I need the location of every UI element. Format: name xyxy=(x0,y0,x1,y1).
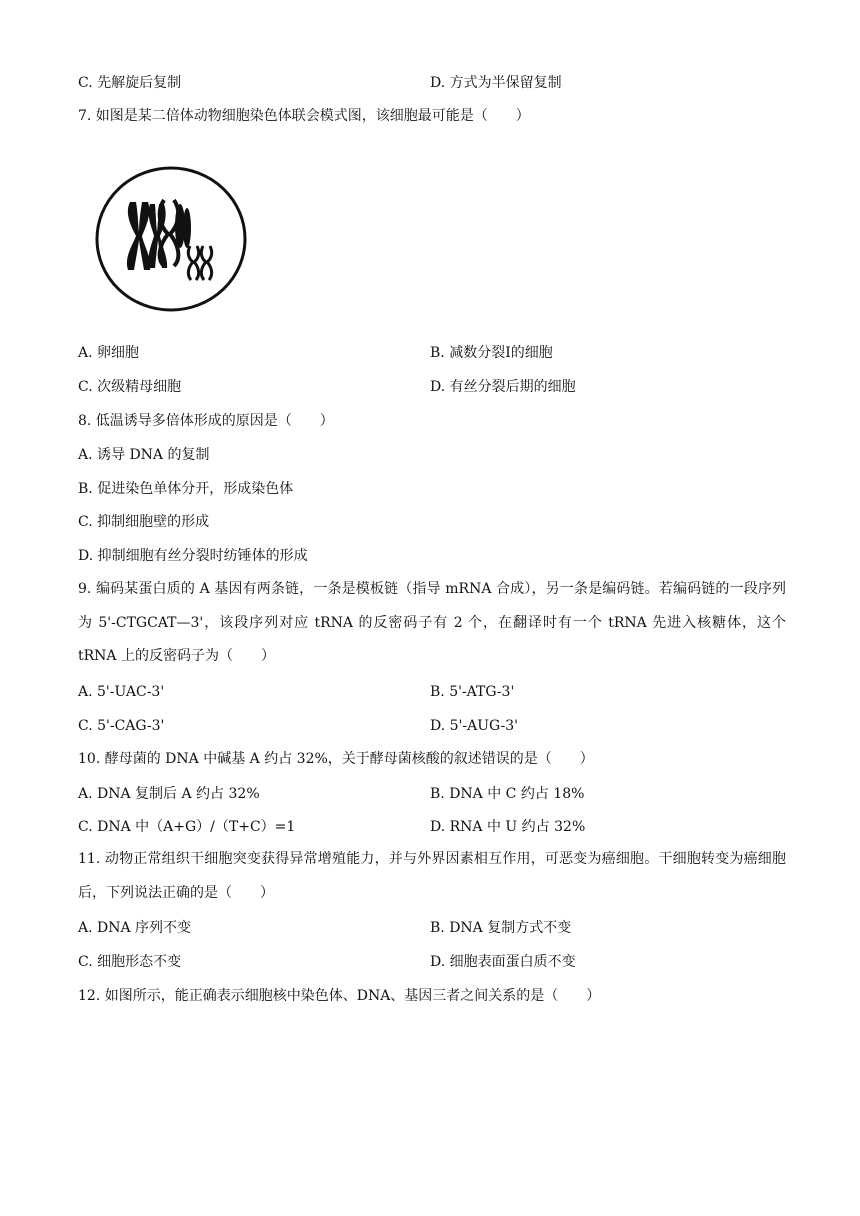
q11-stem: 11. 动物正常组织干细胞突变获得异常增殖能力，并与外界因素相互作用，可恶变为癌细胞。干细胞转变为癌细胞后，下列说法正确的是（ ） xyxy=(78,851,786,901)
q7-stem: 7. 如图是某二倍体动物细胞染色体联会模式图，该细胞最可能是（ ） xyxy=(78,108,530,124)
q8-option-a: A. 诱导 DNA 的复制 xyxy=(78,447,210,463)
q10-option-a: A. DNA 复制后 A 约占 32% xyxy=(78,786,260,802)
q9-option-a: A. 5'-UAC-3' xyxy=(78,684,165,700)
chromosome-synapsis-figure xyxy=(94,166,248,312)
q11-option-a: A. DNA 序列不变 xyxy=(78,920,192,936)
q9-option-b: B. 5'-ATG-3' xyxy=(430,684,515,700)
q12-stem: 12. 如图所示，能正确表示细胞核中染色体、DNA、基因三者之间关系的是（ ） xyxy=(78,988,601,1004)
q7-option-c: C. 次级精母细胞 xyxy=(78,379,182,395)
q11-option-c: C. 细胞形态不变 xyxy=(78,954,182,970)
q8-stem: 8. 低温诱导多倍体形成的原因是（ ） xyxy=(78,413,334,429)
q7-option-a: A. 卵细胞 xyxy=(78,345,140,361)
q11-option-d: D. 细胞表面蛋白质不变 xyxy=(430,954,576,970)
q10-option-b: B. DNA 中 C 约占 18% xyxy=(430,786,585,802)
q8-option-b: B. 促进染色单体分开，形成染色体 xyxy=(78,481,294,497)
q7-option-d: D. 有丝分裂后期的细胞 xyxy=(430,379,576,395)
q7-option-b: B. 减数分裂Ⅰ的细胞 xyxy=(430,345,553,361)
q10-option-c: C. DNA 中（A+G）/（T+C）=1 xyxy=(78,819,296,835)
q10-stem: 10. 酵母菌的 DNA 中碱基 A 约占 32%，关于酵母菌核酸的叙述错误的是（ ） xyxy=(78,751,594,767)
q9-stem: 9. 编码某蛋白质的 A 基因有两条链，一条是模板链（指导 mRNA 合成），另一条是编码链。若编码链的一段序列为 5'-CTGCAT—3'，该段序列对应 tRNA 的反密码子有 2 个，在翻译时有一个 tRNA 先进入核糖体，这个 tRNA 上的反密码子为（ ） xyxy=(78,581,786,664)
q11-option-b: B. DNA 复制方式不变 xyxy=(430,920,572,936)
q9-option-d: D. 5'-AUG-3' xyxy=(430,718,518,734)
q6-option-d: D. 方式为半保留复制 xyxy=(430,75,562,91)
q9-option-c: C. 5'-CAG-3' xyxy=(78,718,165,734)
q8-option-d: D. 抑制细胞有丝分裂时纺锤体的形成 xyxy=(78,548,308,564)
q10-option-d: D. RNA 中 U 约占 32% xyxy=(430,819,586,835)
q8-option-c: C. 抑制细胞壁的形成 xyxy=(78,514,210,530)
q6-option-c: C. 先解旋后复制 xyxy=(78,75,182,91)
